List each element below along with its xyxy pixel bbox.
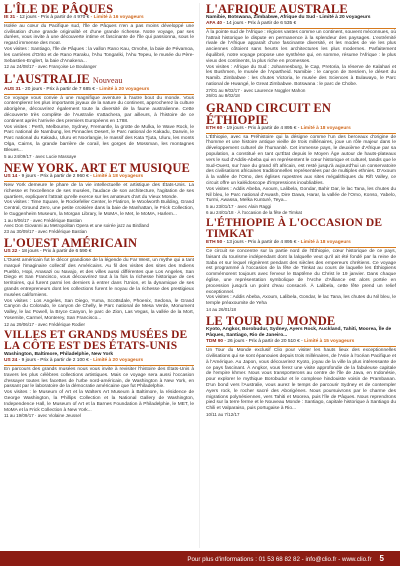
tour-visits: Vos visites : Time Square, le Rockefeller Center, le Flatiron, le Woolworth Building, Grand Central, Ground Zero, une petite croisière dans la baie de Manhattan, le Frick Collection, le Guggenheim Museum, la Morgan Library, le MoMA, le Met, le MoMA, Harlem... (4, 200, 194, 217)
tour-details: - 26 jours - Prix à partir de 20 510 € - (223, 339, 305, 345)
tour-details: - 12 jours - Prix à partir de 4 970 € (15, 15, 90, 20)
tour-limit: Limité à 18 voyageurs (93, 174, 144, 180)
right-column (206, 3, 396, 420)
tour-section (4, 3, 194, 70)
tour-visits: Vos visites : Afrique du Sud : Johannesburg, le Cap, Pretoria, la réserve de Kalahari et les Bushmen, le musée de l'Apartheid. Namibie : le canyon de Sesriem, le désert du Namib. Zimbabwe : les chutes Victoria, le musée des Sciences à Bulawayo, le Parc national de Hwangé, le Great Zimbabwe. Botswana : le parc de Chobe. (206, 64, 396, 87)
tour-code: AUS 31 (4, 86, 21, 92)
section-title-text: L'AFRIQUE AUSTRALE (206, 2, 348, 16)
column-divider (199, 3, 200, 548)
section-subtitle: Namibie, Botswana, Zimbabwe, Afrique du Sud - Limité à 20 voyageurs (206, 15, 371, 20)
tour-date: 5 au 23/01/17 · avec Alain Raggi (206, 204, 272, 210)
tour-code: ETH 50 (206, 240, 223, 246)
tour-date: 23 au 30/09/17 · avec Frédérique Bastian (4, 228, 87, 234)
tour-description: Ce voyage vous convie à une magnifique aventure à l'autre bout du monde. Vous contemplerez les plus importants joyaux de la nature du continent, approcherez la culture aborigène, découvrirez également toute la diversité de la faune australienne. Cette découverte très complète de l'Australie s'attachera, par ailleurs, à l'histoire de ce continent après l'arrivée des premiers Européens en 1788. (4, 95, 194, 124)
section-title-text: L'AUSTRALIE (4, 71, 90, 86)
tour-date: 1 au 9/06/17 · avec Frédérique Bastian (4, 217, 82, 223)
tour-section (206, 315, 396, 417)
section-title-text: VILLES ET GRANDS MUSÉES DE LA CÔTE EST DES ÉTATS-UNIS (4, 329, 188, 353)
tour-details: - 14 jours - Prix à partir de 6 535 € (222, 21, 297, 26)
section-title (4, 3, 194, 15)
tour-section (4, 162, 194, 234)
tour-info (4, 15, 194, 23)
tour-section (4, 330, 194, 419)
section-title (4, 162, 194, 174)
tour-info (206, 240, 396, 248)
section-title-text: L'ÉTHIOPIE À L'OCCASION DE TIMKAT (206, 217, 383, 241)
tour-details: - 9 jours - Prix à partir de 2 960 € - (17, 174, 94, 180)
section-title (206, 218, 396, 240)
footer-bar (0, 551, 400, 566)
tour-info (206, 21, 396, 29)
section-title (4, 330, 194, 352)
section-subtitle: Kyoto, Angkor, Borobudur, Sydney, Ayers Rock, Auckland, Tahiti, Moorea, Île de Pâques, Santiago, Rio de Janeiro... (206, 327, 392, 339)
tour-visits: Vos visites : Addis Abeba, Axoum, Lalibela, Gondar, le lac Tana, les chutes du Nil bleu, le temple préaxoumite de Yeha (206, 295, 396, 307)
tour-limit: - Limité à 16 voyageurs (89, 15, 144, 20)
tour-description: Ce circuit se concentre sur la partie nord de l'Éthiopie, cœur historique de ce pays, faisant du tourisme indépendant dont la lalquelle veut qu'il ait été fondé par la reine de Saba et sur lequel régnèrent pendant des siècles des empereurs chrétiens. Ce voyage est programmé à l'occasion de la fête de Timkat au cours de laquelle les Éthiopiens commémorent toujours avec ferveur le Baptême du Christ le 19 janvier. Dans chaque église, une représentation symbolique de l'Arche d'Alliance est alors portée en procession jusqu'à un point d'eau consacré. À Lalibela, cette fête prend un relief exceptionnel. (206, 248, 396, 295)
tour-section (4, 237, 194, 327)
tour-date: 11 au 19/09/17 · avec Violaine Jeussel (4, 413, 81, 419)
tour-limit: Limité à 20 voyageurs (93, 358, 144, 364)
tour-info (206, 339, 396, 347)
tour-limit: Limité à 18 voyageurs (300, 125, 351, 131)
tour-details: - 20 jours - Prix à partir de 7 685 € - (20, 86, 100, 92)
tour-info (4, 174, 194, 182)
tour-date: 10/11 au 7/12/17 (206, 411, 240, 417)
tour-section (206, 218, 396, 312)
tour-code: AFA 40 (206, 21, 223, 26)
tour-date: 12 au 24/08/17 · avec Françoise Le Boulanger (4, 64, 97, 70)
section-title (4, 73, 194, 87)
tour-description: L'Ouest américain fut le décor grandiose de la légende du Far West, un mythe qui a tant marqué l'imaginaire collectif des Américains. Au fil des visites des sites des Indiens Pueblo, Hopi, Anasazi ou Navajo, et des villes aussi différentes que Los Angeles, San Diego et San Francisco, vous découvrirez tout à la fois la richesse historique de ces territoires, qui furent parmi les derniers à entrer dans l'Union, et la dynamique de ses grands entrepreneurs dont les collections furent le noyau de la richesse des prestigieux musées californiens. (4, 258, 194, 298)
tour-limit: Limité à 18 voyageurs (300, 240, 351, 246)
tour-details: - 18 jours - Prix à partir de 6 590 € (17, 249, 92, 255)
section-title (206, 315, 396, 327)
tour-date: 26/01 au 8/02/18 (206, 93, 240, 99)
section-title (206, 102, 396, 126)
tour-details: - 19 jours - Prix à partir de 4 895 € - (222, 125, 301, 131)
section-title-text: L'ÎLE DE PÂQUES (4, 2, 114, 16)
tour-visits: Vos visites : le Museum of Art et la Walters Art Museum à Baltimore, la résidence de George Washington, la Phillips Collection et la National Gallery de Washington, Independence Hall, le Museum of Art et la Barnes Foundation à Philadelphie, le MET, le MoMA et la Frick Collection à New York... (4, 390, 194, 413)
section-subtitle: Washington, Baltimore, Philadelphie, New York (4, 352, 114, 358)
tour-date: 27/01 au 9/02/17 · avec Laurence Noggler Mahon (206, 87, 306, 93)
section-title-text: L'OUEST AMÉRICAIN (4, 236, 138, 251)
tour-code: ETH 60 (206, 125, 223, 131)
tour-section (4, 73, 194, 159)
page-number: 5 (379, 554, 384, 563)
tour-details: - 9 jours - Prix à partir de 2 100 € - (17, 358, 94, 364)
tour-date: 14 au 26/01/18 (206, 306, 237, 312)
tour-code: US 24 (4, 358, 18, 364)
section-title (206, 3, 396, 15)
tour-visits: Vos visites : Addis Abeba, Axoum, Lalibela, Gondar, Bahir Dar, le lac Tana, les chutes du Nil bleu, le Parc national d'Awash, Dire Dawa, Harar, la vallée de l'Omo, Konso, Yabelo, Turmi, Awassa, Melka Kunturé, Teya... (206, 186, 396, 204)
tour-limit: Limité à 20 voyageurs (99, 86, 150, 92)
tour-code: US 22 (4, 249, 18, 255)
tour-section (206, 3, 396, 99)
tour-date: 6 au 24/01/18 · À l'occasion de la fête de Timkat (206, 209, 302, 215)
tour-date: 12 au 29/06/17 · avec Frédérique Rodier (4, 321, 86, 327)
new-badge: Nouveau (92, 75, 123, 85)
tour-description: Isolée au cœur du Pacifique sud, l'Île de Pâques n'en a pas moins développé une civilisation d'une grande originalité et d'une grande richesse. Notre voyage, par ses durées, vous invite à une découverte intime et fascinante de l'île qui passionna, sous le regard immense des moaï. (4, 23, 194, 47)
tour-date: Avec Don Giovanni au Metropolitan Opera et une soirée jazz au Birdland (4, 223, 150, 229)
section-title-text: LE TOUR DU MONDE (206, 314, 336, 329)
tour-description: Un Tour du Monde exclusif Clio pour visiter les hauts lieux des exceptionnelles civilisations qui se sont épanouies depuis trois millénaires, de l'Asie à l'océan Pacifique et à l'Amérique. Au Japon, vous découvrirez Kyoto, joyau de la ville la plus intéressante de ce pays fascinant. À Angkor, vous ferez une visite approfondie de la fabuleuse capitale de l'empire khmer. Nous vous transporterons au centre de l'île de Java, en Indonésie, pour explorer le mythique Borobudur et le complexe hindouiste voisin de Prambanan. D'un bond vers l'Australie, vous aurez le temps de parcourir Sydney et de contempler Ayers rock, le rocher sacré des Aborigènes. Nous poursuivrons par le charme des migrations polynésiennes, vers Tahiti et Moorea, puis l'Île de Pâques. Nous reprendrons pied sur la terre ferme et le Nouveau Monde : Santiago, capitale historique à Santiago du Chili et Valparaiso, puis portugaise à Rio... (206, 348, 396, 412)
tour-section (206, 102, 396, 215)
tour-info (4, 249, 194, 257)
tour-code: US 14 (4, 174, 18, 180)
tour-info (4, 358, 194, 366)
section-title-text: GRAND CIRCUIT EN ÉTHIOPIE (206, 100, 331, 127)
tour-visits: Vos visites : Santiago, l'Île de Pâques : la vallon Rano Kau, Orvohe, la baie de Pévamoa, les carrières d'Orito et de Rano Raraku, l'Ahu Tongariki, l'Ahu Tepeu, le musée du Père-Sebastien-Englert, la baie d'Anakena... (4, 46, 194, 64)
section-title (4, 237, 194, 249)
tour-visits: Vos visites : Perth, Melbourne, Sydney, Fremantle, la grotte de Mulka, le Wave Rock, le Parc national de Nambung, les Pinnacles Desert, le Parc national de Kakadu, Darwin, le Parc national du Kakadu, Uluru et Noorlangie, le massif des Kata Tjuta, Uluru, les monts Olga, Cairns, la grande barrière de corail, les gorges de Mossman, les montagnes Bleues... (4, 124, 194, 153)
section-title-text: NEW YORK. ART ET MUSIQUE (4, 161, 190, 176)
tour-date: 5 au 24/09/17 · avec Lucie Massaye (4, 153, 77, 159)
tour-code: IE 31 (4, 15, 16, 20)
tour-visits: Vos visites : Los Angeles, San Diego, Yuma, Scottsdale, Phoenix, Sedona, le Grand Canyon du Colorado, le canyon de Chelly, le Parc national de Mesa Verde, Monument Valley, le lac Powell, la Bryce Canyon, le parc de Zion, Las Vegas, la vallée de la Mort, Yosemite, Carmel, Monterey, San Francisco... (4, 298, 194, 321)
tour-description: New York demeure le phare de la vie intellectuelle et artistique des États-Unis. La richesse et l'excellence de ses musées, l'audace de son architecture, l'agitation de ses quartiers, expliquent l'attrait qu'elle exerce sur les amateurs d'art du Vieux Monde. (4, 182, 194, 200)
tour-info (206, 126, 396, 134)
tour-limit: Limité à 15 voyageurs (304, 339, 355, 345)
tour-details: - 13 jours - Prix à partir de 4 895 € - (222, 240, 301, 246)
tour-description: L'Éthiopie, avec sa Préhistoire qui la désigne comme l'un des berceaux d'origine de l'homme et une histoire antique vieille de trois millénaires, joue un rôle majeur dans le développement culturel de l'humanité. Cet immense pays, le deuxième d'Afrique par sa population, a constitué en tant qu'État depuis le Moyen Âge autour de hauts-plateaux vers le sud d'Addis-Abeba qui en représentent le cœur historique et culturel, tandis que le Sud-Ouest, sur l'axe du grand rift africain, est resté jusqu'à aujourd'hui un conservatoire des civilisations africaines traditionnelles représentées par de multiples ethnies. D'Axoum à la vallée de l'Omo, des églises rupestres aux sites mégalithiques du Rift Valley, ce circuit offre un kaléidoscope d'impressions inoubliables. (206, 134, 396, 186)
tour-description: À la pointe sud de l'Afrique : régions vastes comme un continent, souvent méconnues, où l'attrait historique le dispute en permanence à la splendeur des paysages. L'extrémité rivale de l'Afrique apparaît d'une fascinante diversité, et les modes de vie les plus anciennes côtoient sans heurts les architectures les plus modernes. Parfaitement équilibré, notre voyage propose une synthèse qui, en somme, résume l'Afrique : le plus vieux des continents, la plus riche en promesses. (206, 29, 396, 64)
left-column (4, 3, 194, 422)
footer-contact: Pour plus d'informations : 01 53 68 82 82 - info@clio.fr - www.clio.fr (187, 556, 372, 563)
tour-code: TDM 90 (206, 339, 224, 345)
tour-description: En parcours des grands musées nous vous invite à revisiter l'histoire des États-Unis à travers les plus célèbres collections artistiques. Mais ce voyage sera aussi l'occasion d'essayer toutes les facettes de l'urbe nord-américain, de Washington à New York, en passant par le laboratoire de la démocratie américaine que fut Philadelphie. (4, 367, 194, 390)
tour-info (4, 87, 194, 95)
